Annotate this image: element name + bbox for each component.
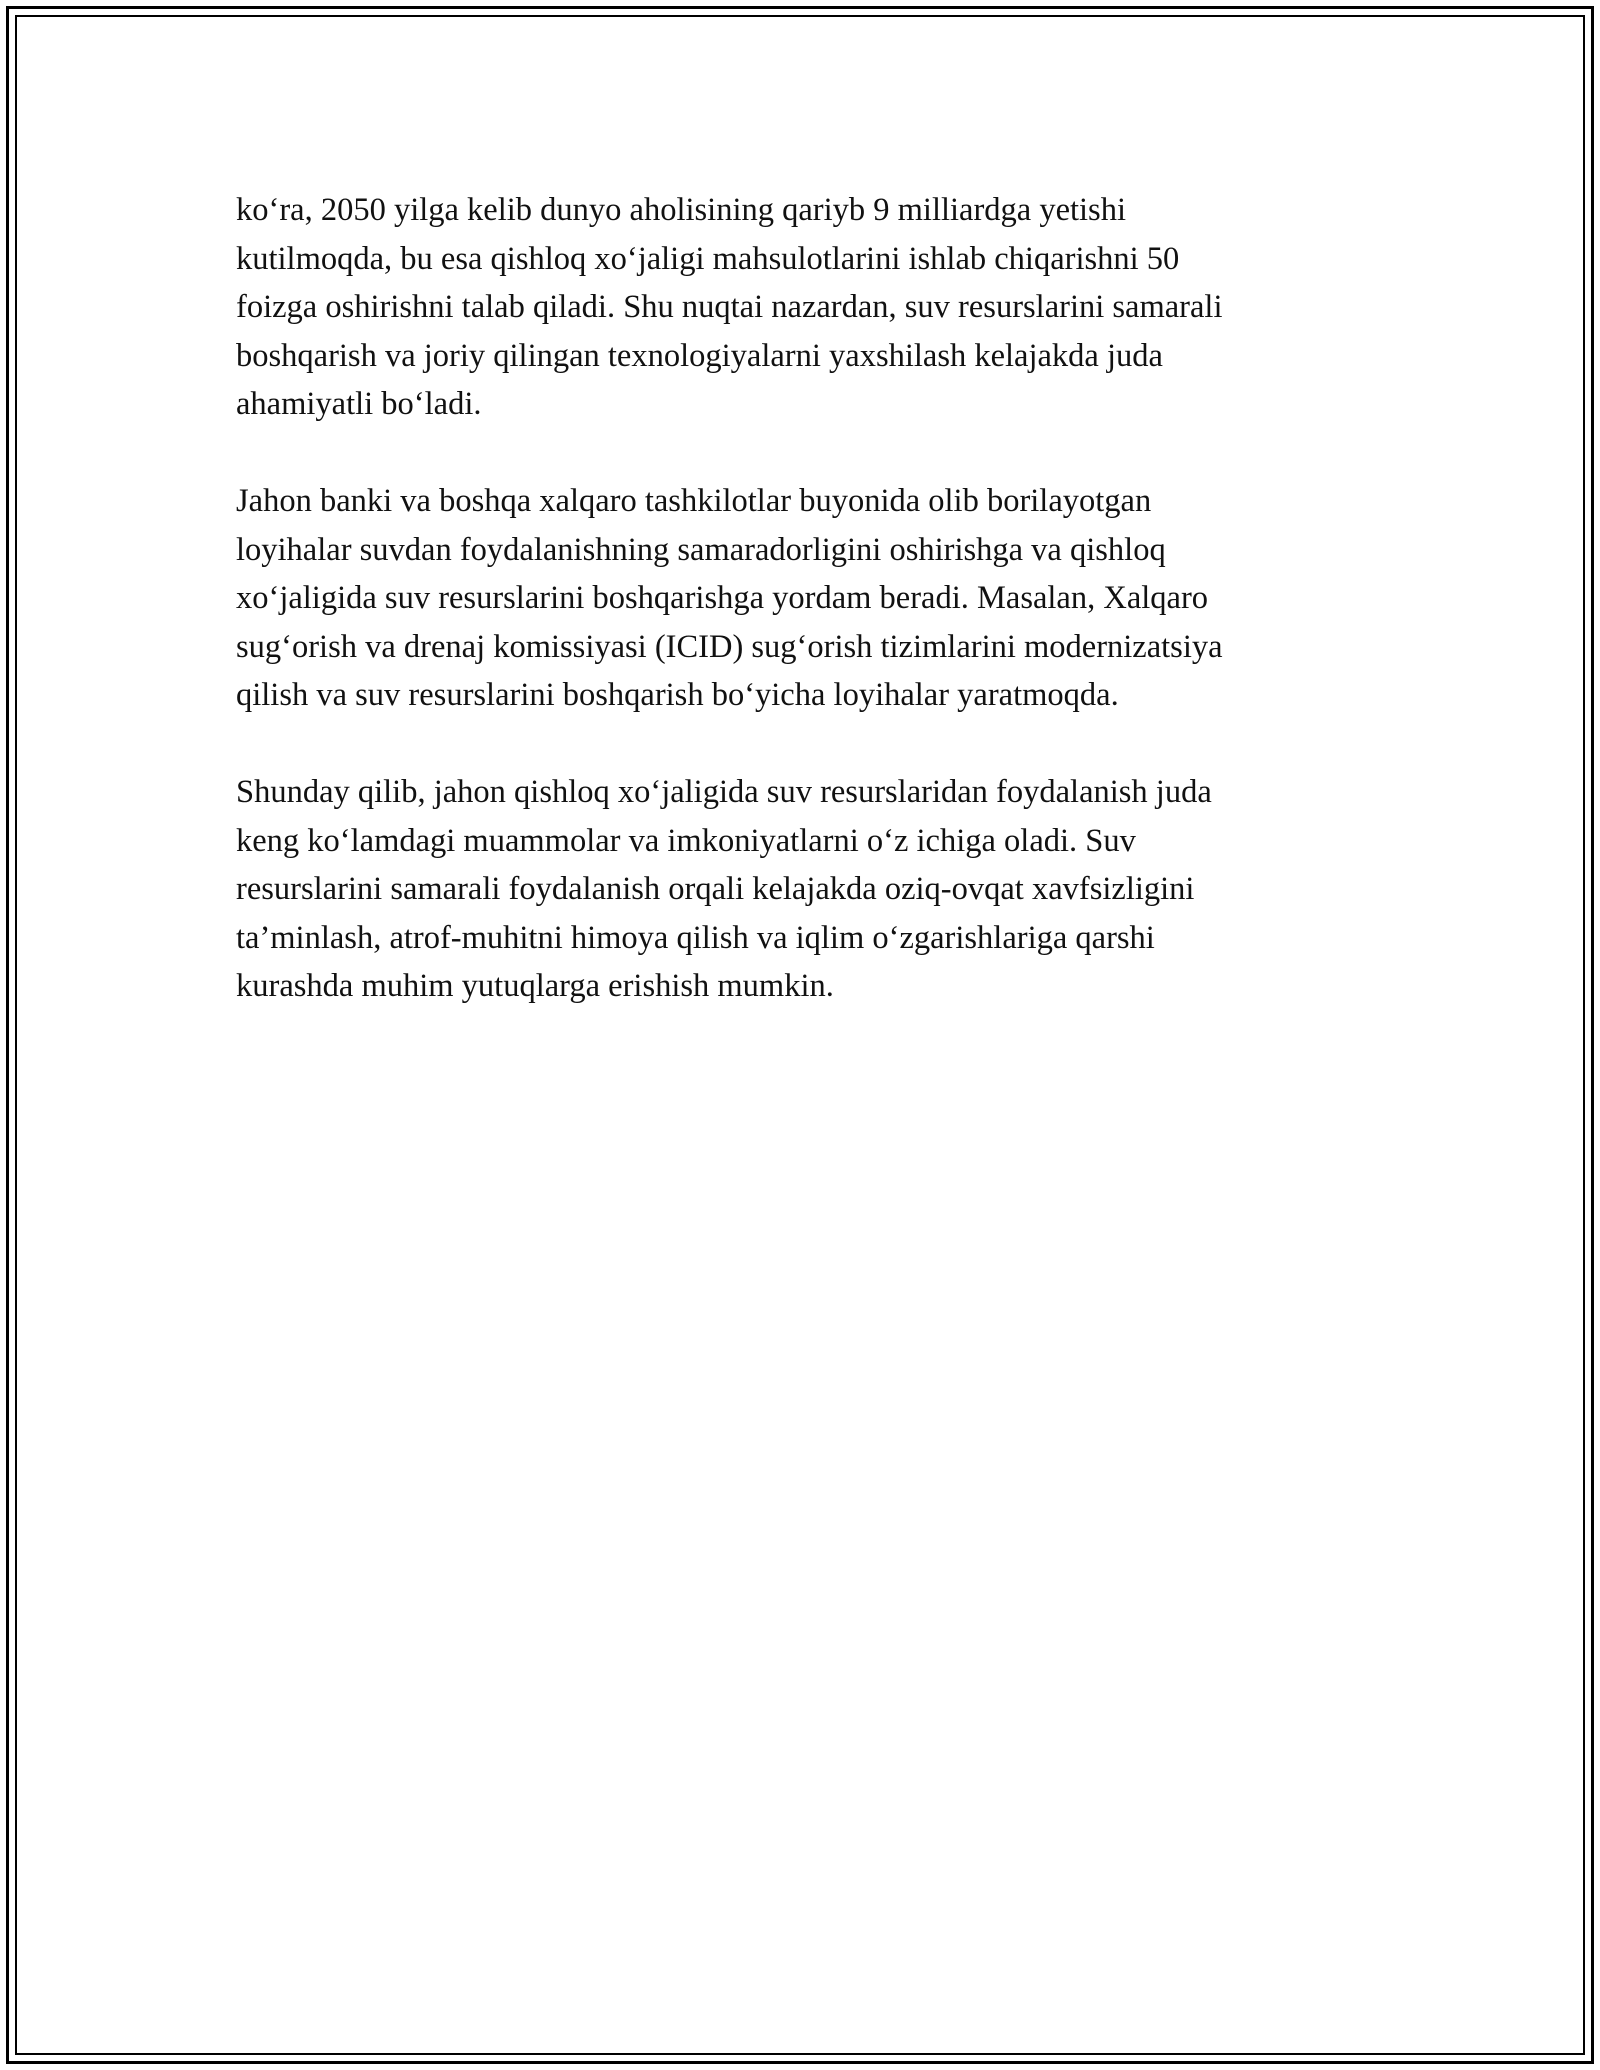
text-line: xo‘jaligida suv resurslarini boshqarishga yordam beradi. Masalan, Xalqaro [236,580,1209,616]
text-line: kurashda muhim yutuqlarga erishish mumkin. [236,968,834,1004]
text-line: ahamiyatli bo‘ladi. [236,386,482,422]
paragraph-1 [236,186,1356,429]
text-line: ko‘ra, 2050 yilga kelib dunyo aholisining qariyb 9 milliardga yetishi [236,192,1126,228]
text-line: qilish va suv resurslarini boshqarish bo‘yicha loyihalar yaratmoqda. [236,677,1119,713]
document-body [236,186,1356,1059]
text-line: Shunday qilib, jahon qishloq xo‘jaligida suv resurslaridan foydalanish juda [236,774,1212,810]
text-line: Jahon banki va boshqa xalqaro tashkilotlar buyonida olib borilayotgan [236,483,1152,519]
text-line: resurslarini samarali foydalanish orqali kelajakda oziq-ovqat xavfsizligini [236,871,1195,907]
text-line: loyihalar suvdan foydalanishning samaradorligini oshirishga va qishloq [236,531,1166,568]
text-line: keng ko‘lamdagi muammolar va imkoniyatlarni o‘z ichiga oladi. Suv [236,822,1136,859]
text-line: foizga oshirishni talab qiladi. Shu nuqtai nazardan, suv resurslarini samarali [236,289,1223,325]
paragraph-3 [236,768,1356,1011]
paragraph-2 [236,477,1356,720]
text-line: boshqarish va joriy qilingan texnologiyalarni yaxshilash kelajakda juda [236,337,1163,374]
text-line: kutilmoqda, bu esa qishloq xo‘jaligi mahsulotlarini ishlab chiqarishni 50 [236,240,1180,277]
text-line: ta’minlash, atrof-muhitni himoya qilish va iqlim o‘zgarishlariga qarshi [236,919,1155,956]
text-line: sug‘orish va drenaj komissiyasi (ICID) sug‘orish tizimlarini modernizatsiya [236,628,1223,665]
